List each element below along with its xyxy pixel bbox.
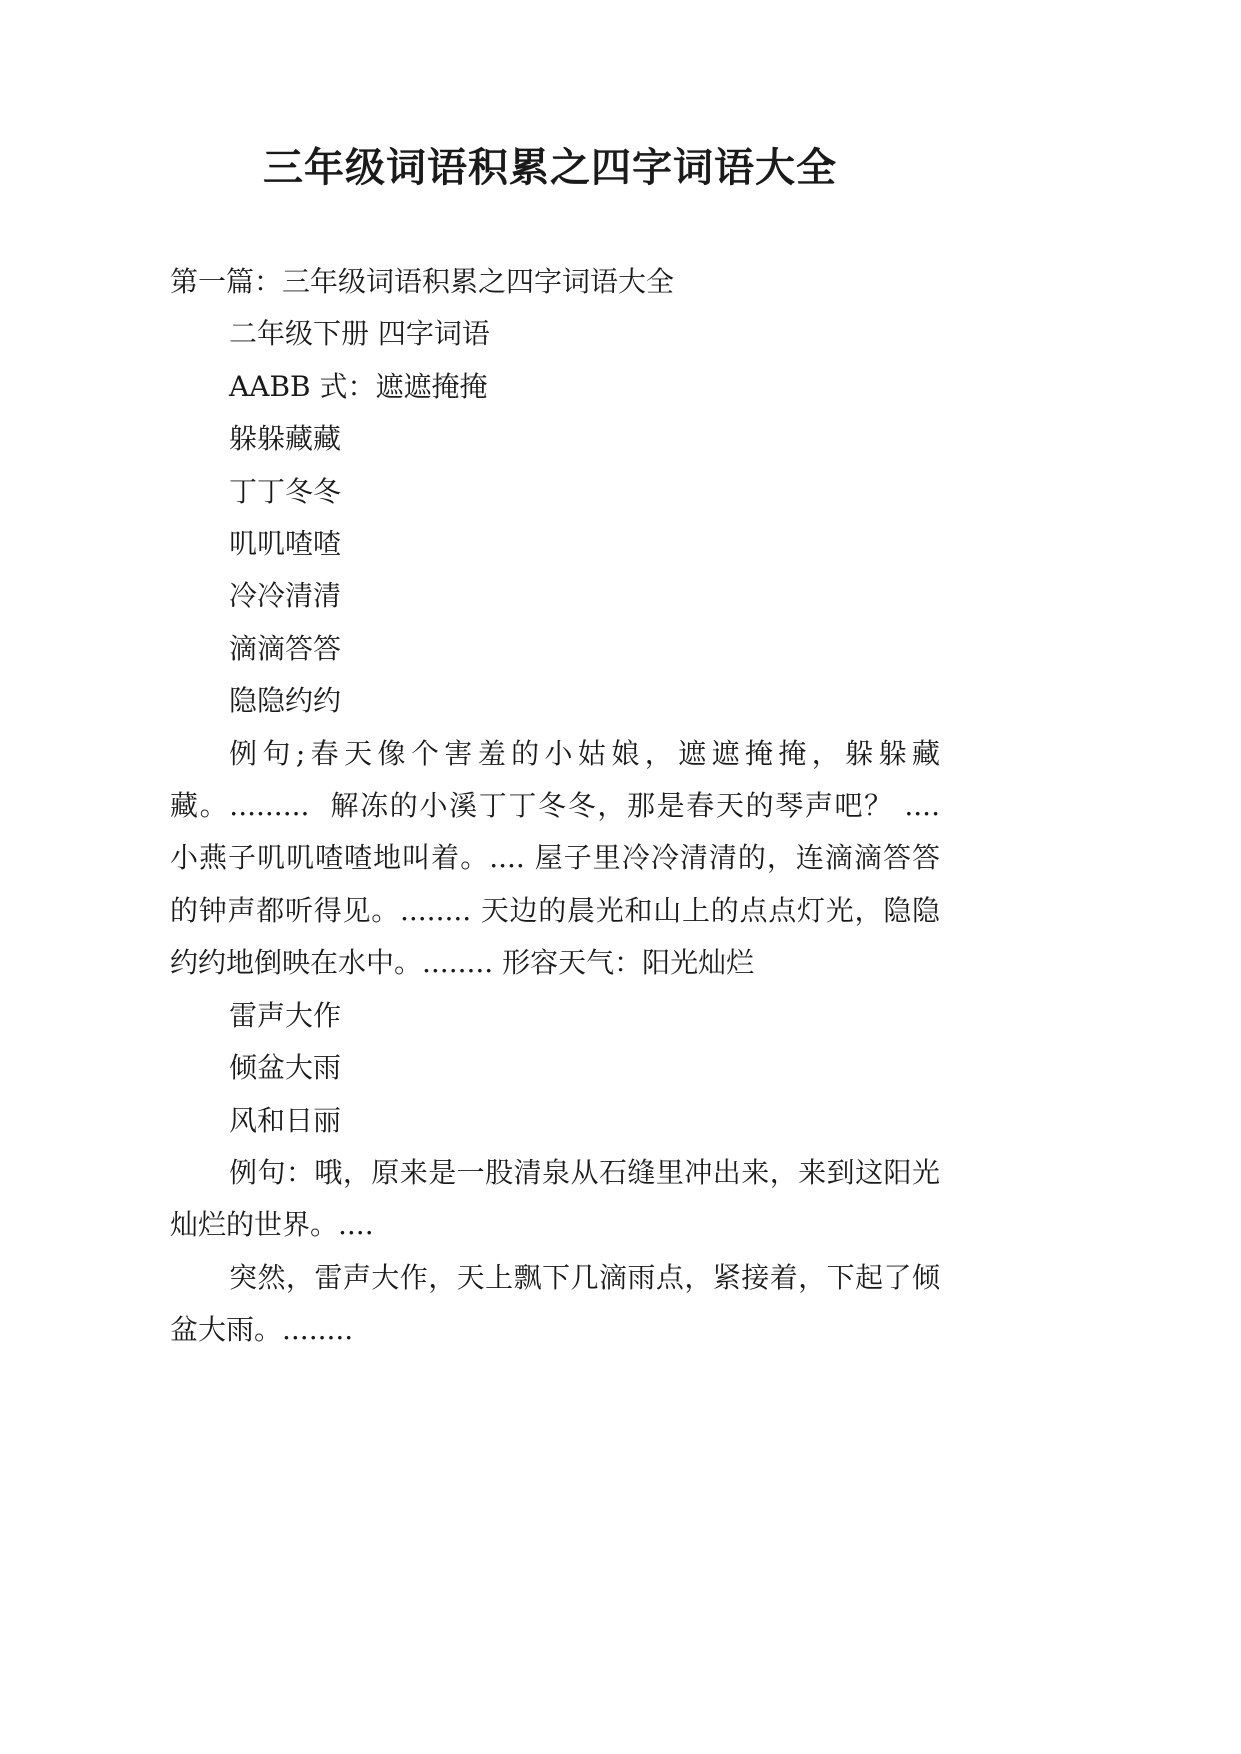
- document-title: 三年级词语积累之四字词语大全: [263, 144, 837, 191]
- weather-word-item: 雷声大作: [229, 998, 342, 1032]
- aabb-pattern-line: AABB 式：遮遮掩掩: [229, 369, 488, 403]
- aabb-word-item: 滴滴答答: [229, 631, 342, 665]
- aabb-word-item: 冷冷清清: [229, 579, 342, 613]
- weather-word-item: 倾盆大雨: [229, 1051, 342, 1085]
- example-paragraph: 例句;春天像个害羞的小姑娘，遮遮掩掩，躲躲藏藏。......... 解冻的小溪丁丁冬冬，那是春天的琴声吧？ .... 小燕子叽叽喳喳地叫着。.... 屋子里冷冷清清的，连滴滴答答的钟声都听得见。........ 天边的晨光和山上的点点灯光，隐隐约约地倒映在水中。........ 形容天气：阳光灿烂: [170, 736, 958, 980]
- weather-word-item: 风和日丽: [229, 1103, 342, 1137]
- aabb-word-item: 隐隐约约: [229, 684, 342, 718]
- document-body: [170, 256, 958, 1357]
- aabb-word-item: 躲躲藏藏: [229, 422, 342, 456]
- aabb-word-item: 叽叽喳喳: [229, 527, 342, 561]
- aabb-word-item: 丁丁冬冬: [229, 474, 342, 508]
- example-paragraph: 例句：哦，原来是一股清泉从石缝里冲出来，来到这阳光灿烂的世界。....: [170, 1155, 940, 1242]
- section-heading: 第一篇：三年级词语积累之四字词语大全: [170, 265, 675, 298]
- example-paragraph: 突然，雷声大作，天上飘下几滴雨点，紧接着，下起了倾盆大雨。........: [170, 1260, 940, 1347]
- subheading: 二年级下册 四字词语: [229, 317, 490, 351]
